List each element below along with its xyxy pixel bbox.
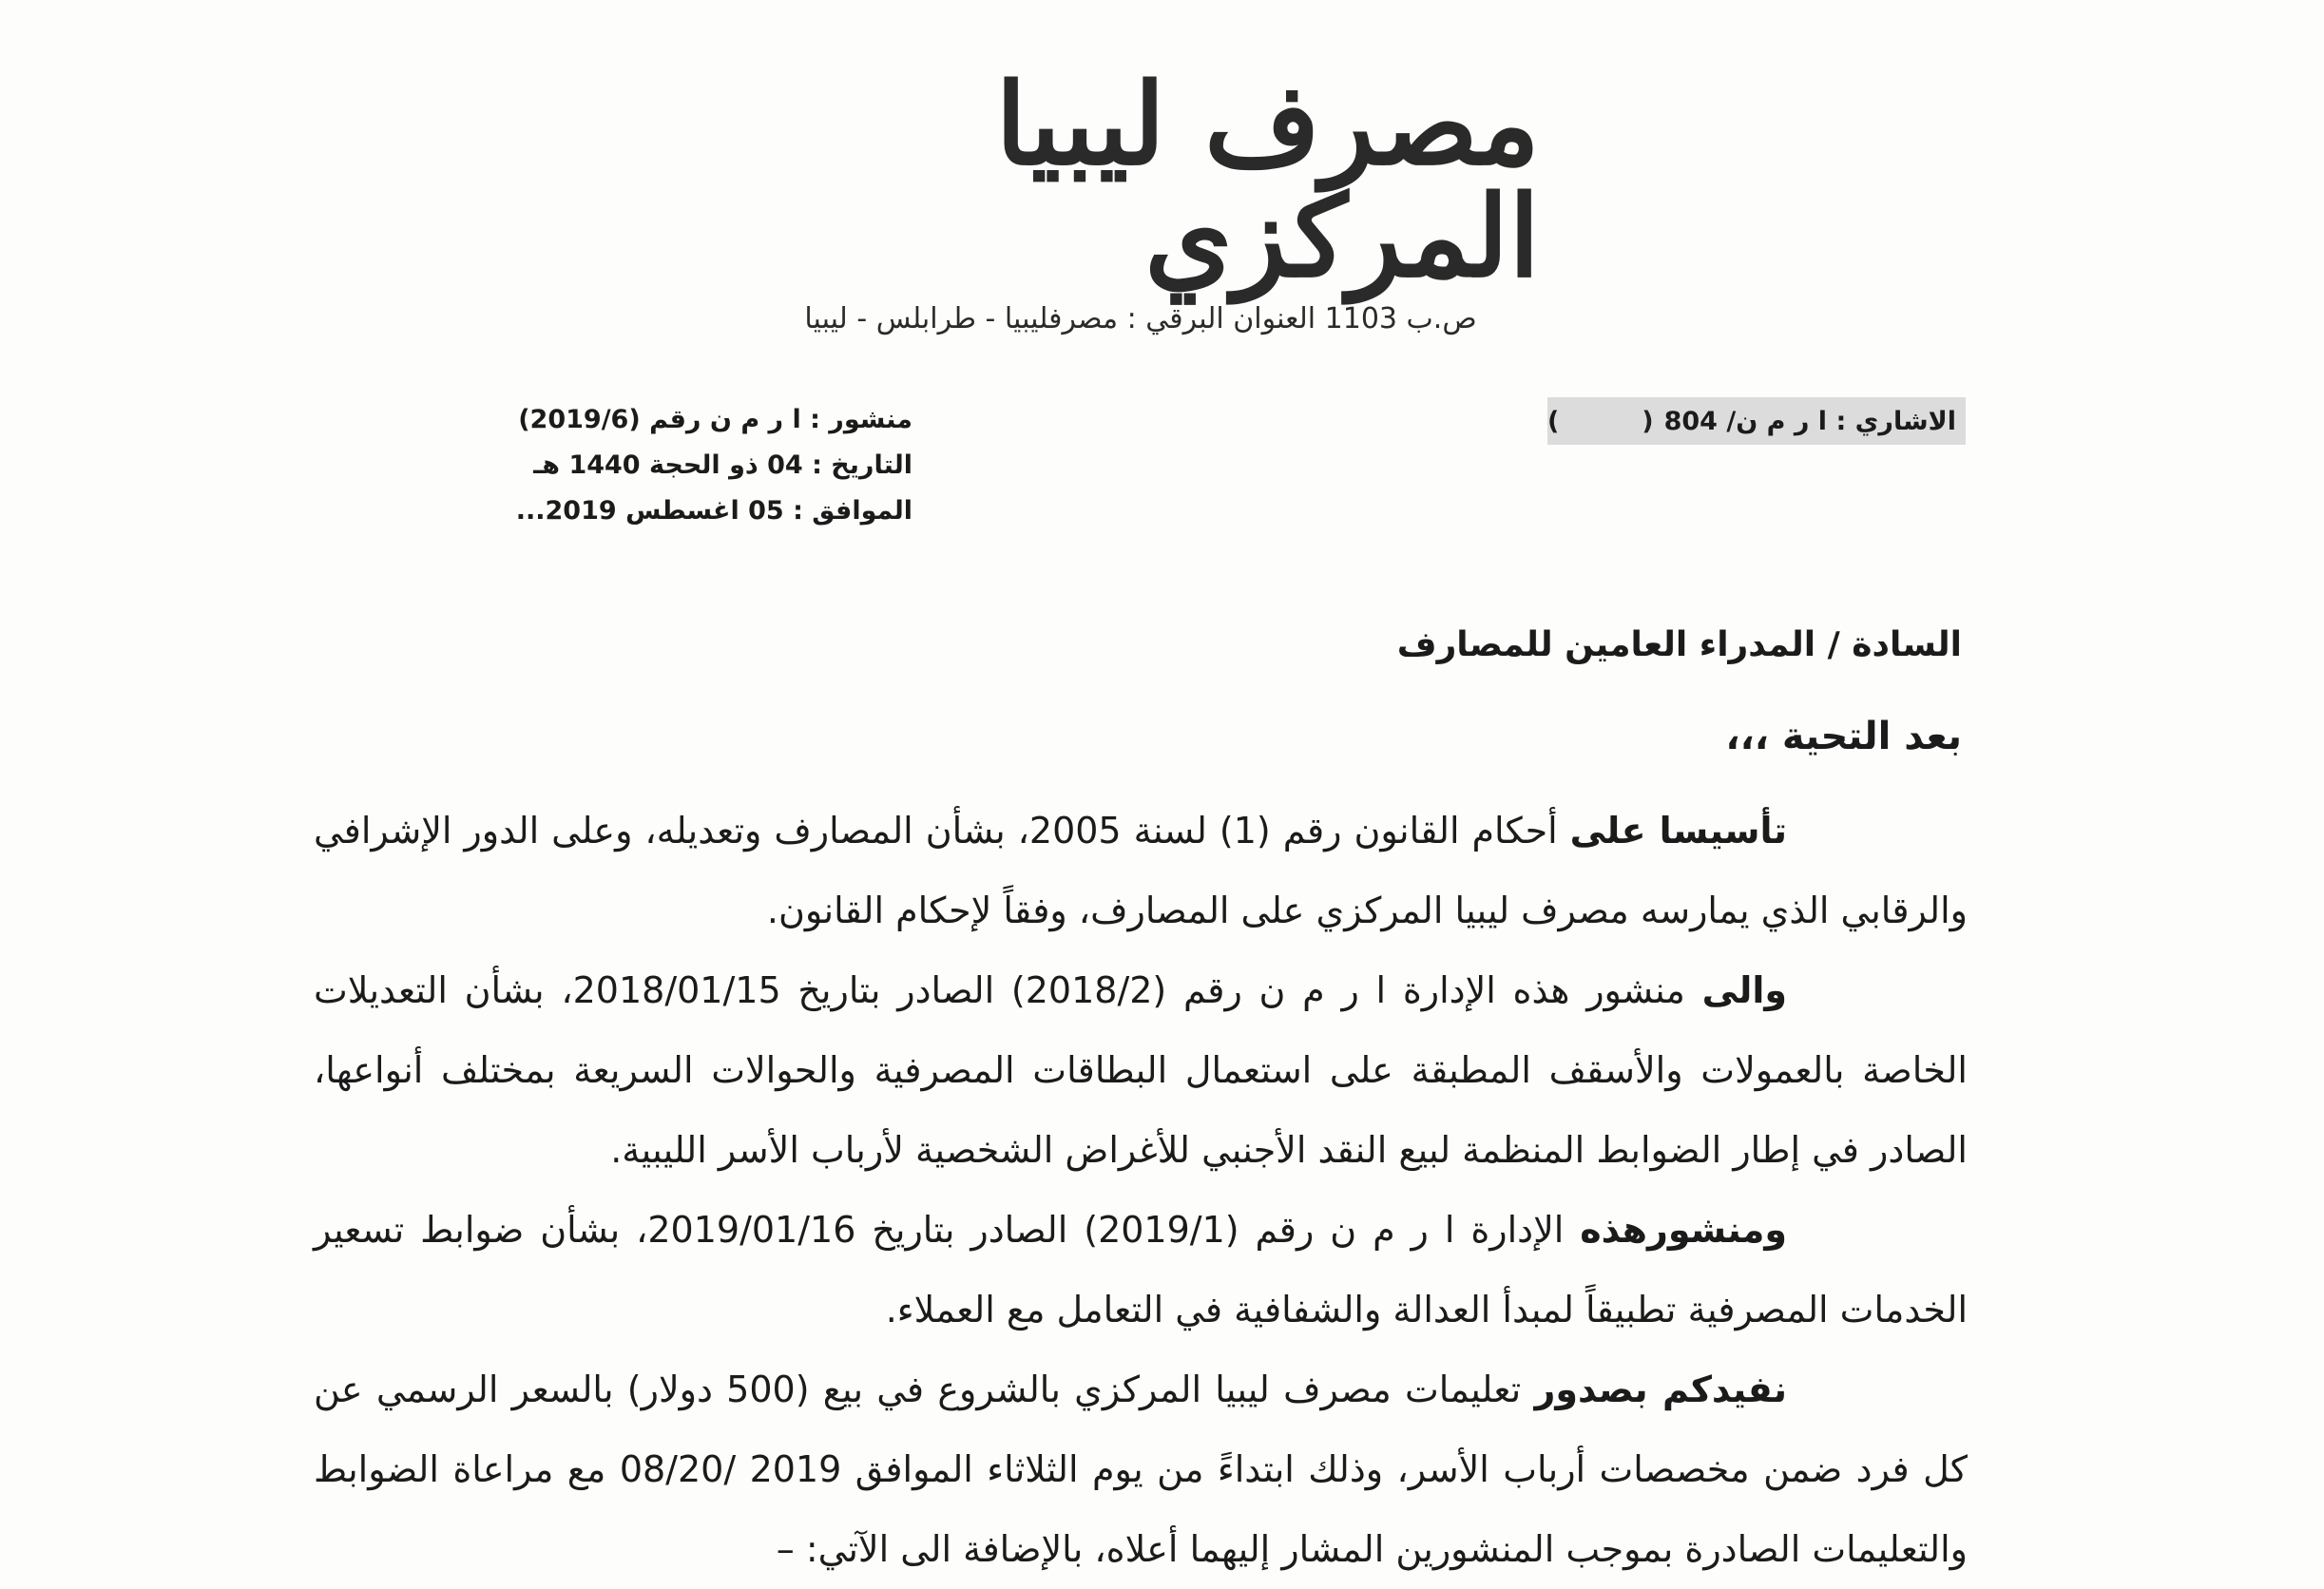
postal-address: ص.ب 1103 العنوان البرقي : مصرفليبيا - طرابلس - ليبيا: [804, 302, 1477, 335]
paragraph-lead: والى: [1701, 969, 1787, 1011]
paragraph-text: تعليمات مصرف ليبيا المركزي بالشروع في بيع (500 دولار) بالسعر الرسمي عن كل فرد ضمن مخصصات أرباب الأسر، وذلك ابتداءً من يوم الثلاثاء الموافق 2019 /08/20 مع مراعاة الضوابط والتعليمات الصادرة بموجب المنشورين المشار إليهما أعلاه، بالإضافة الى الآتي: –: [314, 1369, 1969, 1570]
paragraph: [314, 1350, 1968, 1589]
reference-label: الاشاري : ا ر م ن/ 804: [1663, 406, 1956, 436]
paragraph-lead: ومنشورهذه: [1580, 1209, 1787, 1251]
paragraph-lead: تأسيسا على: [1569, 810, 1787, 852]
reference-close-paren: ): [1547, 406, 1560, 436]
circular-info: [494, 397, 912, 534]
reference-open-paren: (: [1642, 406, 1654, 436]
salutation: السادة / المدراء العامين للمصارف: [1396, 625, 1962, 664]
paragraph-text: الإدارة ا ر م ن رقم (2019/1) الصادر بتاريخ 2019/01/16، بشأن ضوابط تسعير الخدمات المصرفية تطبيقاً لمبدأ العدالة والشفافية في التعامل مع العملاء.: [314, 1209, 1968, 1331]
letter-body: [314, 791, 1968, 1589]
paragraph-lead: نفيدكم بصدور: [1534, 1369, 1788, 1410]
paragraph-text: أحكام القانون رقم (1) لسنة 2005، بشأن المصارف وتعديله، وعلى الدور الإشرافي والرقابي الذي يمارسه مصرف ليبيا المركزي على المصارف، وفقاً لإحكام القانون.: [314, 810, 1968, 931]
circular-number: منشور : ا ر م ن رقم (2019/6): [518, 405, 912, 434]
bank-name-calligraphy: مصرف ليبيا المركزي: [995, 58, 1540, 302]
paragraph-text: منشور هذه الإدارة ا ر م ن رقم (2018/2) الصادر بتاريخ 2018/01/15، بشأن التعديلات الخاصة بالعمولات والأسقف المطبقة على استعمال البطاقات المصرفية والحوالات السريعة بمختلف أنواعها، الصادر في إطار الضوابط المنظمة لبيع النقد الأجنبي للأغراض الشخصية لأرباب الأسر الليبية.: [314, 969, 1968, 1171]
circular-date-gregorian: الموافق : 05 اغسطس 2019...: [515, 496, 912, 526]
greeting: بعد التحية ،،،: [1725, 715, 1962, 758]
bank-logo: [779, 58, 1540, 302]
paragraph: [314, 791, 1968, 950]
paragraph: [314, 950, 1968, 1190]
circular-date-hijri: التاريخ : 04 ذو الحجة 1440 هـ: [533, 450, 912, 480]
reference-number: [1547, 397, 1966, 445]
paragraph: [314, 1190, 1968, 1350]
